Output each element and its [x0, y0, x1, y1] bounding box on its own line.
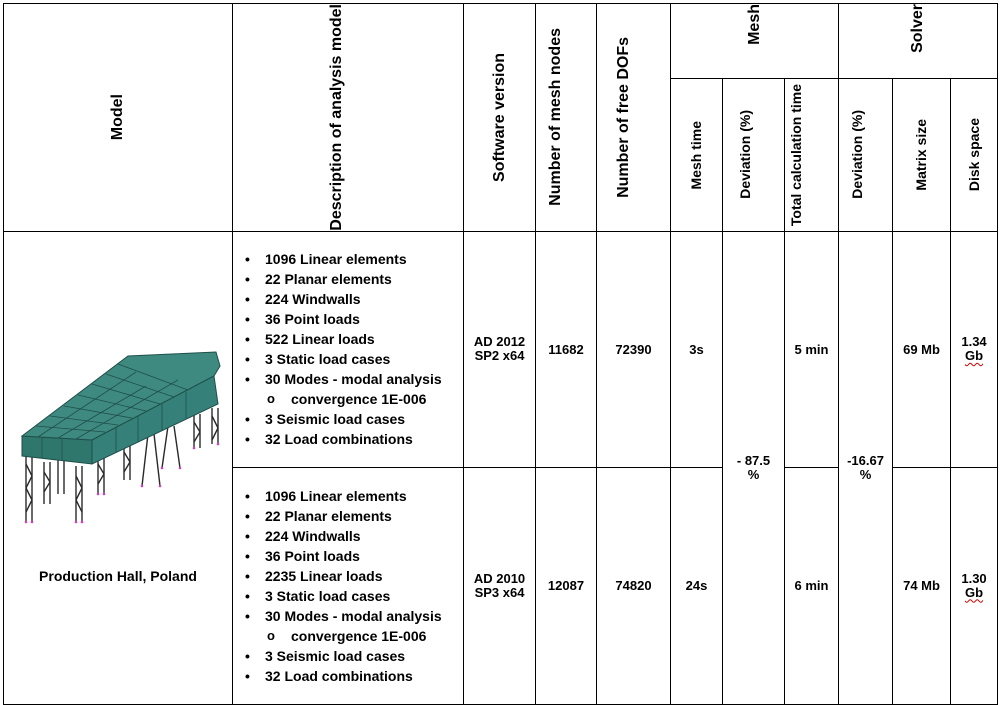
header-mesh-deviation: Deviation (%)	[723, 78, 785, 231]
header-description: Description of analysis model	[233, 4, 464, 232]
list-subitem: o convergence 1E-006	[245, 389, 463, 409]
header-model: Model	[4, 4, 233, 232]
production-hall-3d-model-icon	[18, 344, 228, 524]
free-dofs-cell: 74820	[597, 467, 671, 704]
list-item: • 224 Windwalls	[245, 526, 463, 546]
list-item: • 1096 Linear elements	[245, 486, 463, 506]
model-cell	[4, 231, 233, 704]
list-item: • 30 Modes - modal analysis	[245, 369, 463, 389]
disk-space-cell: 1.30 Gb	[951, 467, 998, 704]
header-matrix-size: Matrix size	[893, 78, 951, 231]
matrix-size-cell: 74 Mb	[893, 467, 951, 704]
matrix-size-cell: 69 Mb	[893, 231, 951, 467]
comparison-table	[3, 3, 998, 705]
header-disk-space: Disk space	[951, 78, 998, 231]
header-mesh-nodes: Number of mesh nodes	[536, 4, 597, 232]
list-item: • 522 Linear loads	[245, 329, 463, 349]
disk-space-cell: 1.34 Gb	[951, 231, 998, 467]
total-time-cell: 5 min	[785, 231, 839, 467]
description-cell	[233, 467, 464, 704]
table-row	[4, 231, 998, 467]
mesh-nodes-cell: 12087	[536, 467, 597, 704]
list-item: • 1096 Linear elements	[245, 249, 463, 269]
description-list	[233, 249, 463, 449]
list-item: • 3 Static load cases	[245, 586, 463, 606]
header-free-dofs: Number of free DOFs	[597, 4, 671, 232]
mesh-time-cell: 3s	[671, 231, 723, 467]
list-item: • 32 Load combinations	[245, 666, 463, 686]
header-mesh-time: Mesh time	[671, 78, 723, 231]
list-item: • 3 Static load cases	[245, 349, 463, 369]
mesh-deviation-cell: - 87.5 %	[723, 231, 785, 704]
list-item: • 22 Planar elements	[245, 269, 463, 289]
free-dofs-cell: 72390	[597, 231, 671, 467]
mesh-time-cell: 24s	[671, 467, 723, 704]
list-item: • 224 Windwalls	[245, 289, 463, 309]
list-item: • 3 Seismic load cases	[245, 409, 463, 429]
mesh-nodes-cell: 11682	[536, 231, 597, 467]
solver-deviation-cell: -16.67 %	[839, 231, 893, 704]
list-item: • 32 Load combinations	[245, 429, 463, 449]
software-version-cell: AD 2010 SP3 x64	[464, 467, 536, 704]
list-item: • 22 Planar elements	[245, 506, 463, 526]
total-time-cell: 6 min	[785, 467, 839, 704]
description-list	[233, 486, 463, 686]
list-subitem: o convergence 1E-006	[245, 626, 463, 646]
list-item: • 30 Modes - modal analysis	[245, 606, 463, 626]
software-version-cell: AD 2012 SP2 x64	[464, 231, 536, 467]
list-item: • 36 Point loads	[245, 546, 463, 566]
model-name: Production Hall, Poland	[39, 567, 197, 584]
header-solver-deviation: Deviation (%)	[839, 78, 893, 231]
header-total-calculation-time: Total calculation time	[785, 78, 839, 231]
list-item: • 3 Seismic load cases	[245, 646, 463, 666]
description-cell	[233, 231, 464, 467]
header-software-version: Software version	[464, 4, 536, 232]
header-mesh-group: Mesh	[671, 4, 839, 79]
list-item: • 2235 Linear loads	[245, 566, 463, 586]
list-item: • 36 Point loads	[245, 309, 463, 329]
header-solver-group: Solver	[839, 4, 998, 79]
